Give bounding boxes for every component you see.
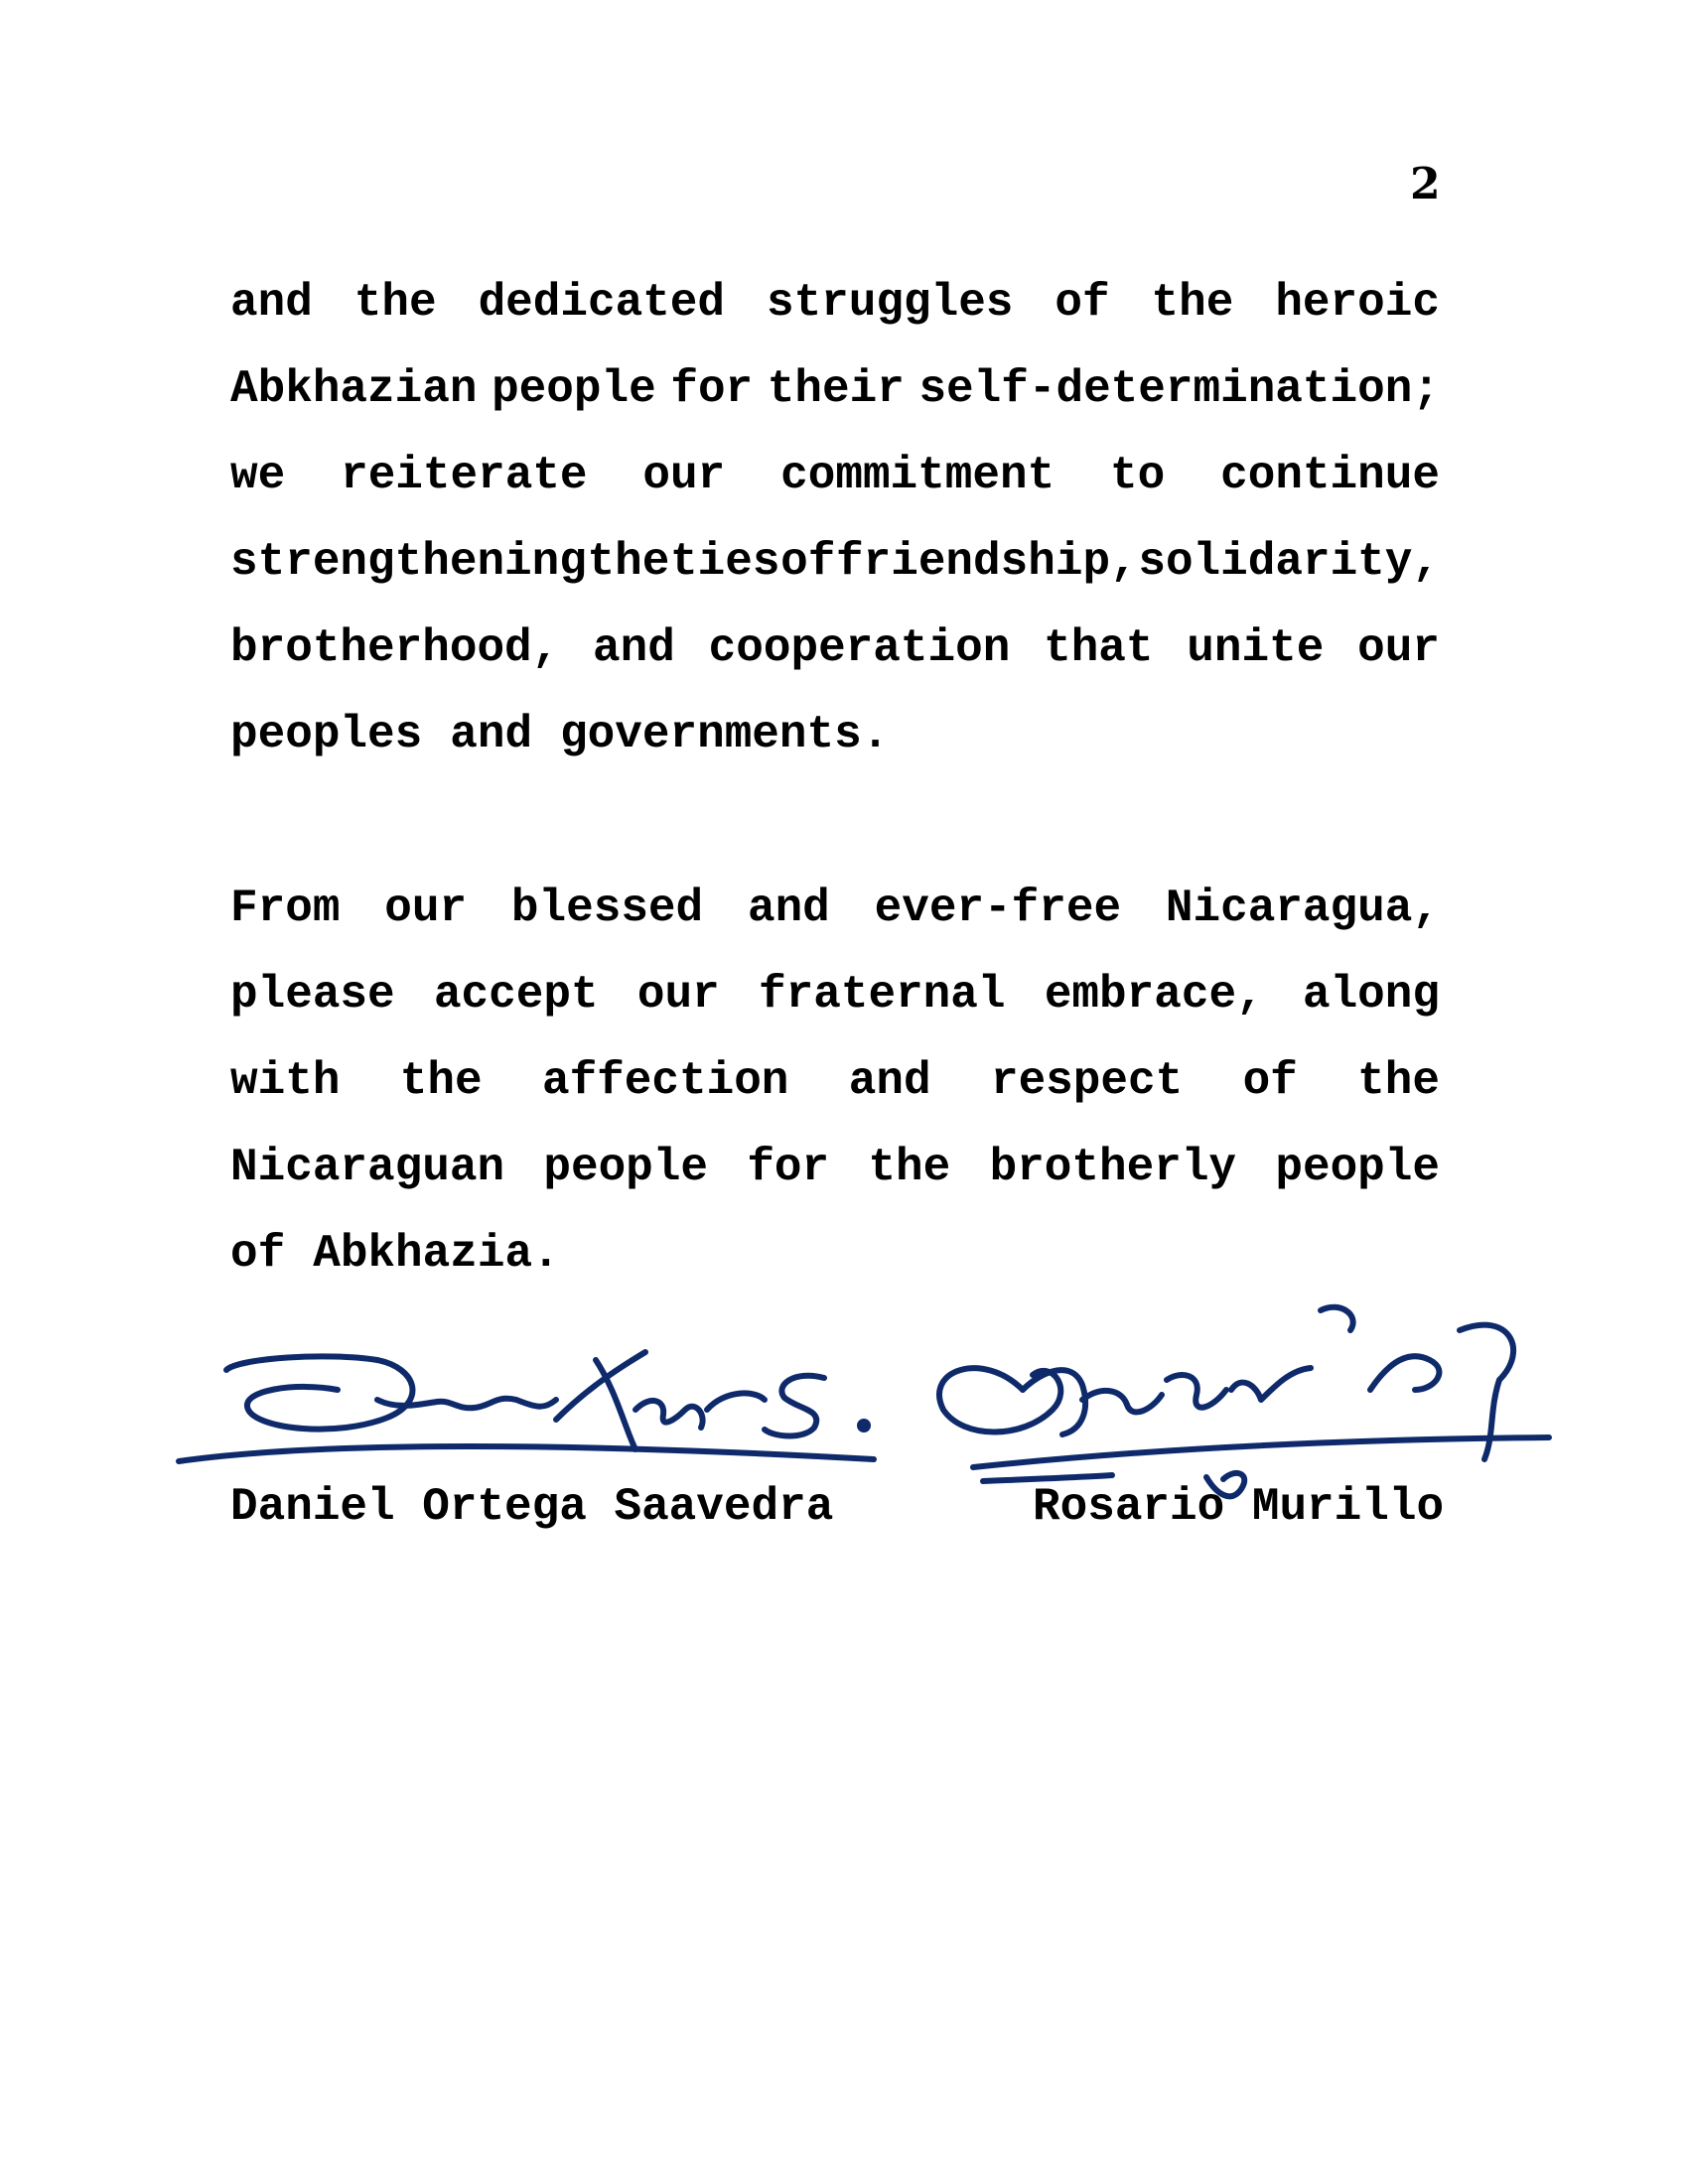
signature-rosario-murillo	[939, 1307, 1549, 1497]
text-line: From our blessed and ever-free Nicaragua,	[230, 883, 1440, 934]
text-line: with the affection and respect of the	[230, 1055, 1440, 1107]
page-number: 2	[1410, 159, 1441, 209]
text-line: and the dedicated struggles of the heroic	[230, 277, 1440, 329]
signature-daniel-ortega	[179, 1352, 874, 1461]
text-line: Nicaraguan people for the brotherly people	[230, 1142, 1440, 1193]
text-line: please accept our fraternal embrace, along	[230, 969, 1440, 1021]
text-line: peoples and governments.	[230, 709, 890, 760]
signatory-name-1: Daniel Ortega Saavedra	[230, 1481, 834, 1533]
text-line: we reiterate our commitment to continue	[230, 450, 1440, 501]
text-line: of Abkhazia.	[230, 1228, 560, 1280]
text-line: brotherhood, and cooperation that unite our	[230, 622, 1440, 674]
text-line: strengthening the ties of friendship, solidarity,	[230, 536, 1440, 588]
signatory-name-2: Rosario Murillo	[1033, 1481, 1445, 1533]
text-line: Abkhazian people for their self-determination;	[230, 363, 1440, 415]
